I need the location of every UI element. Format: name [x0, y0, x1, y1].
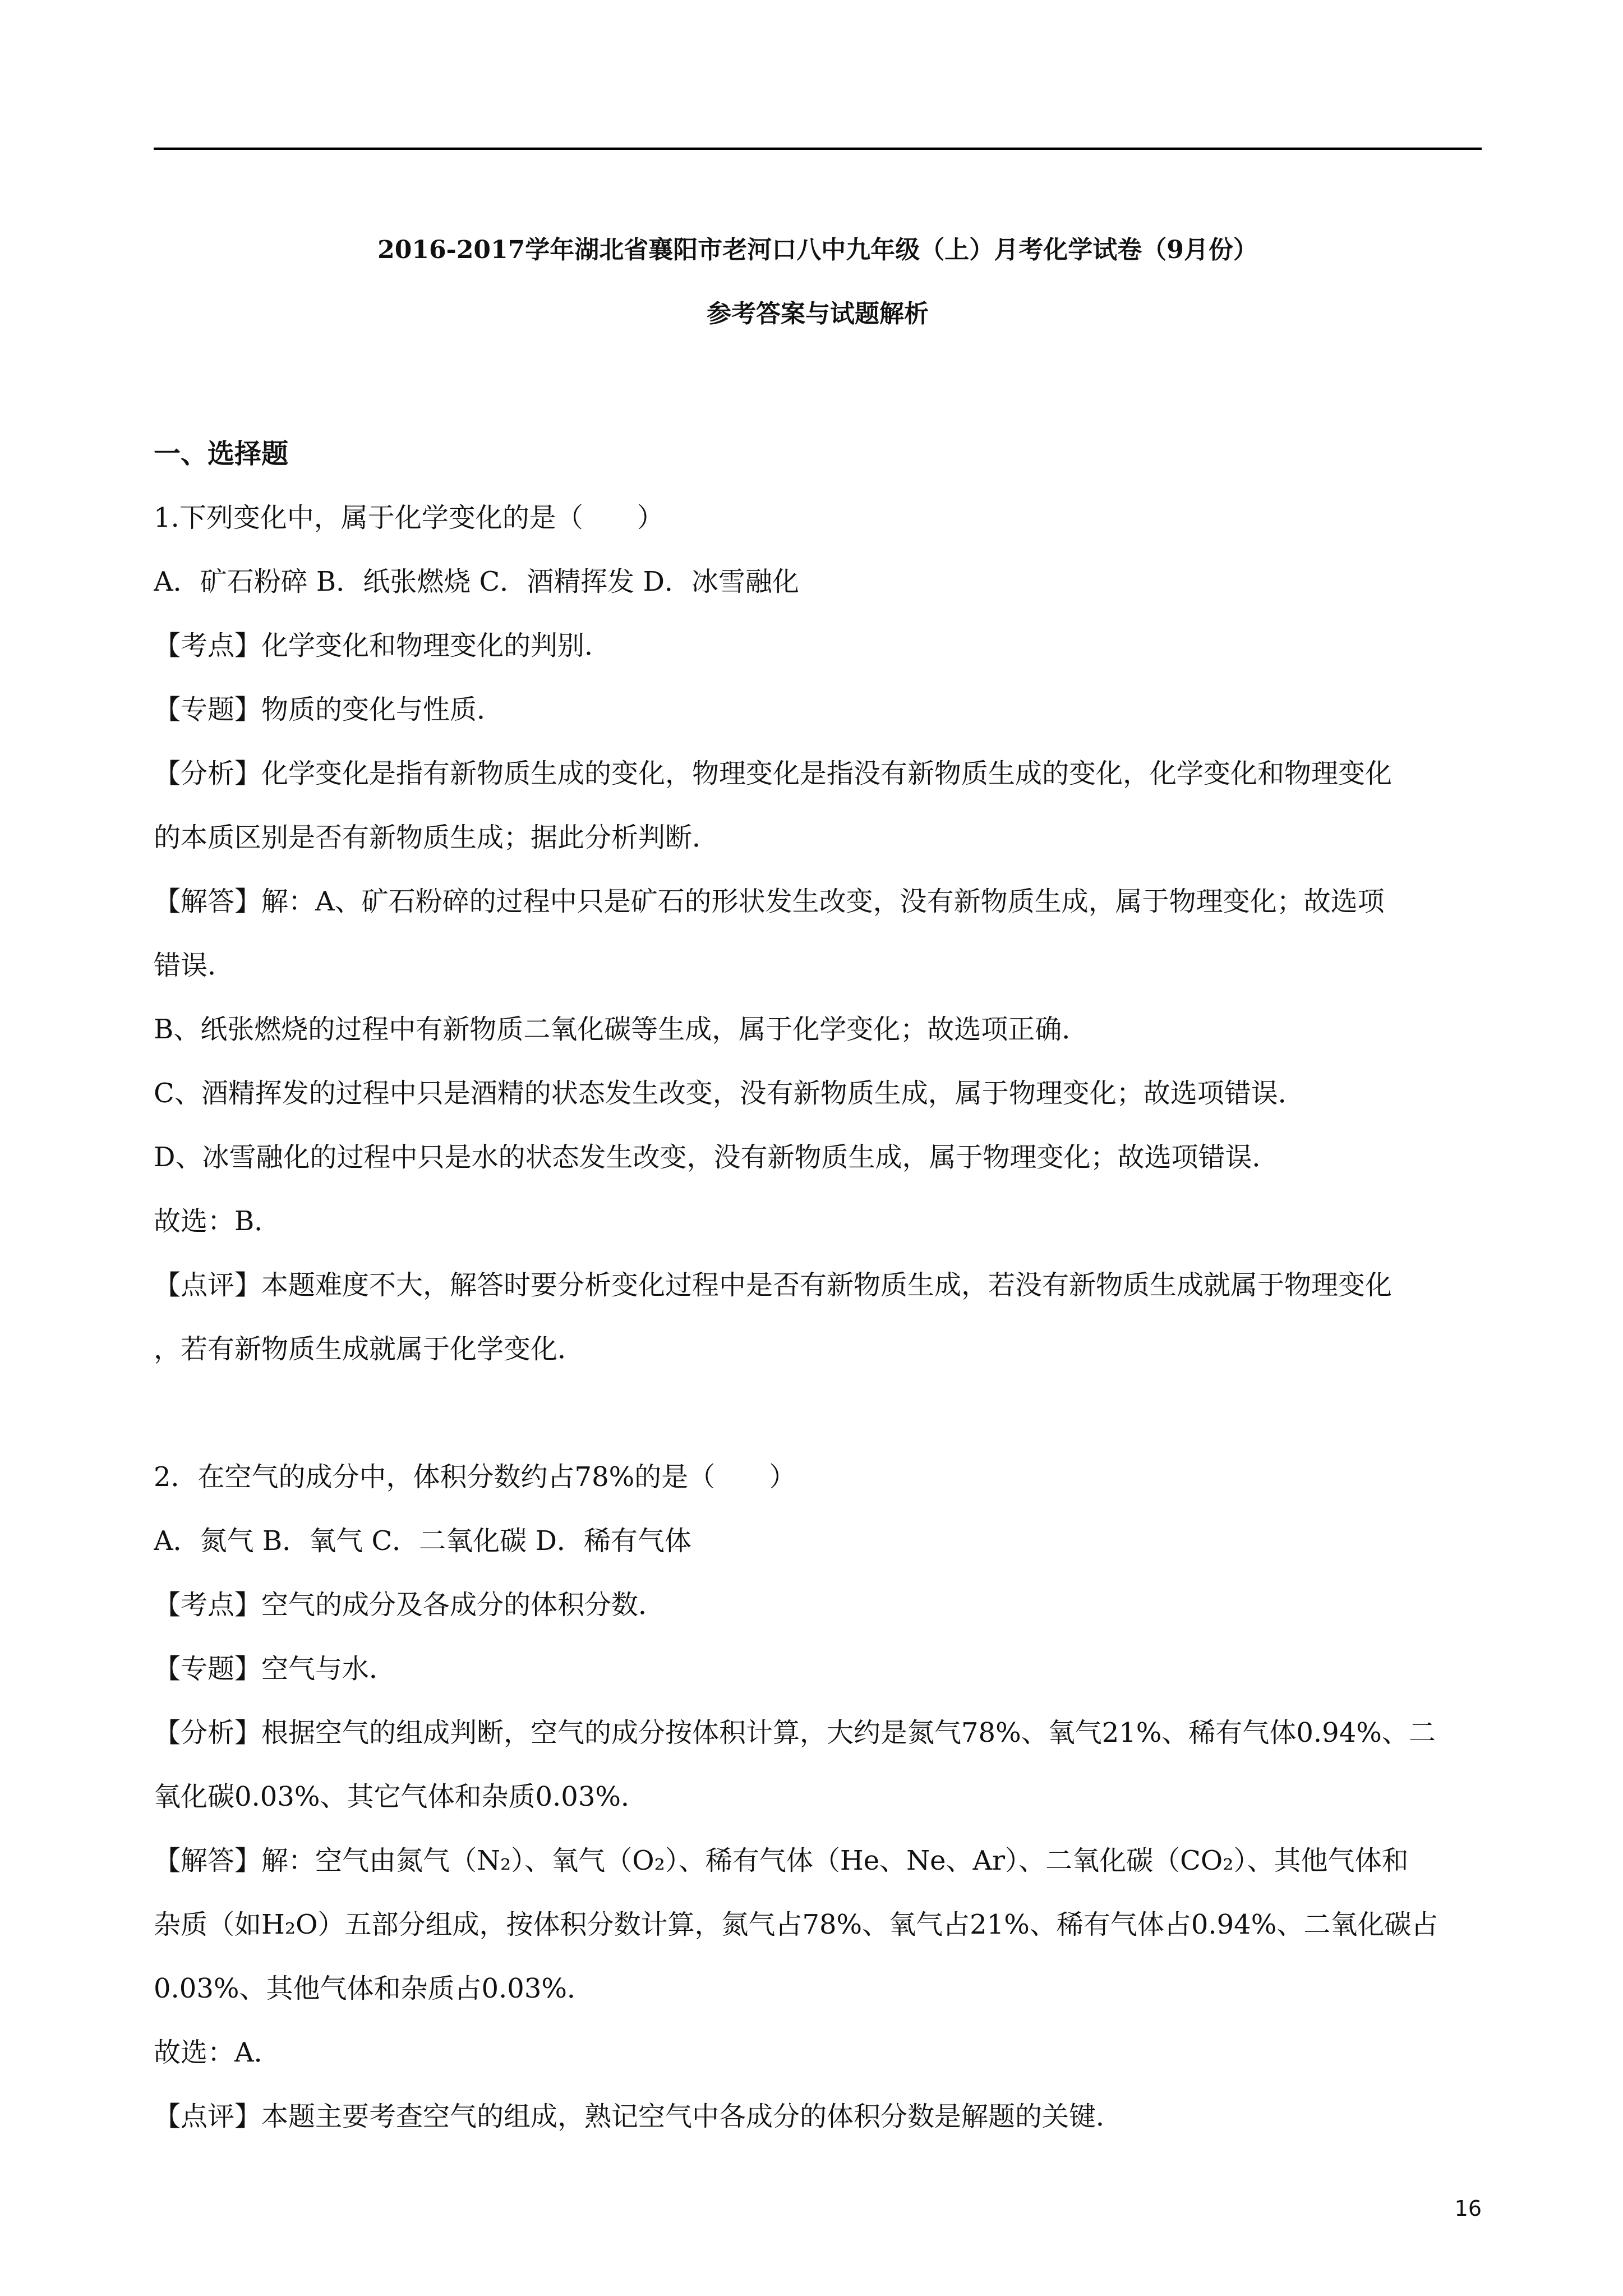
question-1-answer-line: B、纸张燃烧的过程中有新物质二氧化碳等生成，属于化学变化；故选项正确． — [154, 1014, 1089, 1045]
section-heading: 一、选择题 — [154, 438, 289, 470]
question-1-answer-line: 错误． — [154, 950, 235, 981]
question-1-kaodian: 【考点】化学变化和物理变化的判别． — [154, 630, 612, 661]
question-2-analysis-line: 【分析】根据空气的组成判断，空气的成分按体积计算，大约是氮气78%、氧气21%、稀有气体0.94%、二 — [154, 1717, 1436, 1749]
question-1-analysis-line: 的本质区别是否有新物质生成；据此分析判断． — [154, 822, 720, 853]
question-1-options: A．矿石粉碎 B．纸张燃烧 C．酒精挥发 D．冰雪融化 — [154, 566, 799, 597]
question-2-answer-line: 【解答】解：空气由氮气（N₂）、氧气（O₂）、稀有气体（He、Ne、Ar）、二氧化碳（CO₂）、其他气体和 — [154, 1845, 1409, 1876]
page-title: 2016-2017学年湖北省襄阳市老河口八中九年级（上）月考化学试卷（9月份） — [377, 236, 1258, 264]
question-2-choice: 故选：A． — [154, 2037, 281, 2068]
question-2-zhuanti: 【专题】空气与水． — [154, 1653, 396, 1685]
question-spacer — [154, 1381, 1482, 1445]
page-subtitle: 参考答案与试题解析 — [707, 300, 929, 328]
page-number: 16 — [1454, 2196, 1482, 2221]
header-rule — [154, 148, 1482, 150]
question-1-answer-line: D、冰雪融化的过程中只是水的状态发生改变，没有新物质生成，属于物理变化；故选项错误． — [154, 1142, 1279, 1173]
document-body — [154, 422, 1482, 2148]
question-2-comment-line: 【点评】本题主要考查空气的组成，熟记空气中各成分的体积分数是解题的关键． — [154, 2101, 1123, 2132]
question-2-answer-line: 杂质（如H₂O）五部分组成，按体积分数计算，氮气占78%、氧气占21%、稀有气体占0.94%、二氧化碳占 — [154, 1909, 1438, 1940]
question-1-analysis-line: 【分析】化学变化是指有新物质生成的变化，物理变化是指没有新物质生成的变化，化学变化和物理变化 — [154, 758, 1393, 789]
question-1-answer-line: C、酒精挥发的过程中只是酒精的状态发生改变，没有新物质生成，属于物理变化；故选项错误． — [154, 1078, 1305, 1109]
question-1-choice: 故选：B． — [154, 1205, 282, 1237]
question-2 — [154, 1445, 1482, 2148]
question-1-zhuanti: 【专题】物质的变化与性质． — [154, 694, 504, 725]
question-2-kaodian: 【考点】空气的成分及各成分的体积分数． — [154, 1589, 666, 1621]
question-1-answer-line: 【解答】解：A、矿石粉碎的过程中只是矿石的形状发生改变，没有新物质生成，属于物理变化；故选项 — [154, 886, 1385, 917]
question-2-stem: 2．在空气的成分中，体积分数约占78%的是（ ） — [154, 1461, 796, 1493]
question-1 — [154, 486, 1482, 1381]
question-2-options: A．氮气 B．氧气 C．二氧化碳 D．稀有气体 — [154, 1525, 691, 1557]
question-1-stem: 1.下列变化中，属于化学变化的是（ ） — [154, 502, 664, 533]
question-2-answer-line: 0.03%、其他气体和杂质占0.03%． — [154, 1973, 594, 2004]
question-2-analysis-line: 氧化碳0.03%、其它气体和杂质0.03%． — [154, 1781, 648, 1812]
question-1-comment-line: 【点评】本题难度不大，解答时要分析变化过程中是否有新物质生成，若没有新物质生成就属于物理变化 — [154, 1269, 1393, 1301]
question-1-comment-line: ，若有新物质生成就属于化学变化． — [154, 1333, 585, 1365]
